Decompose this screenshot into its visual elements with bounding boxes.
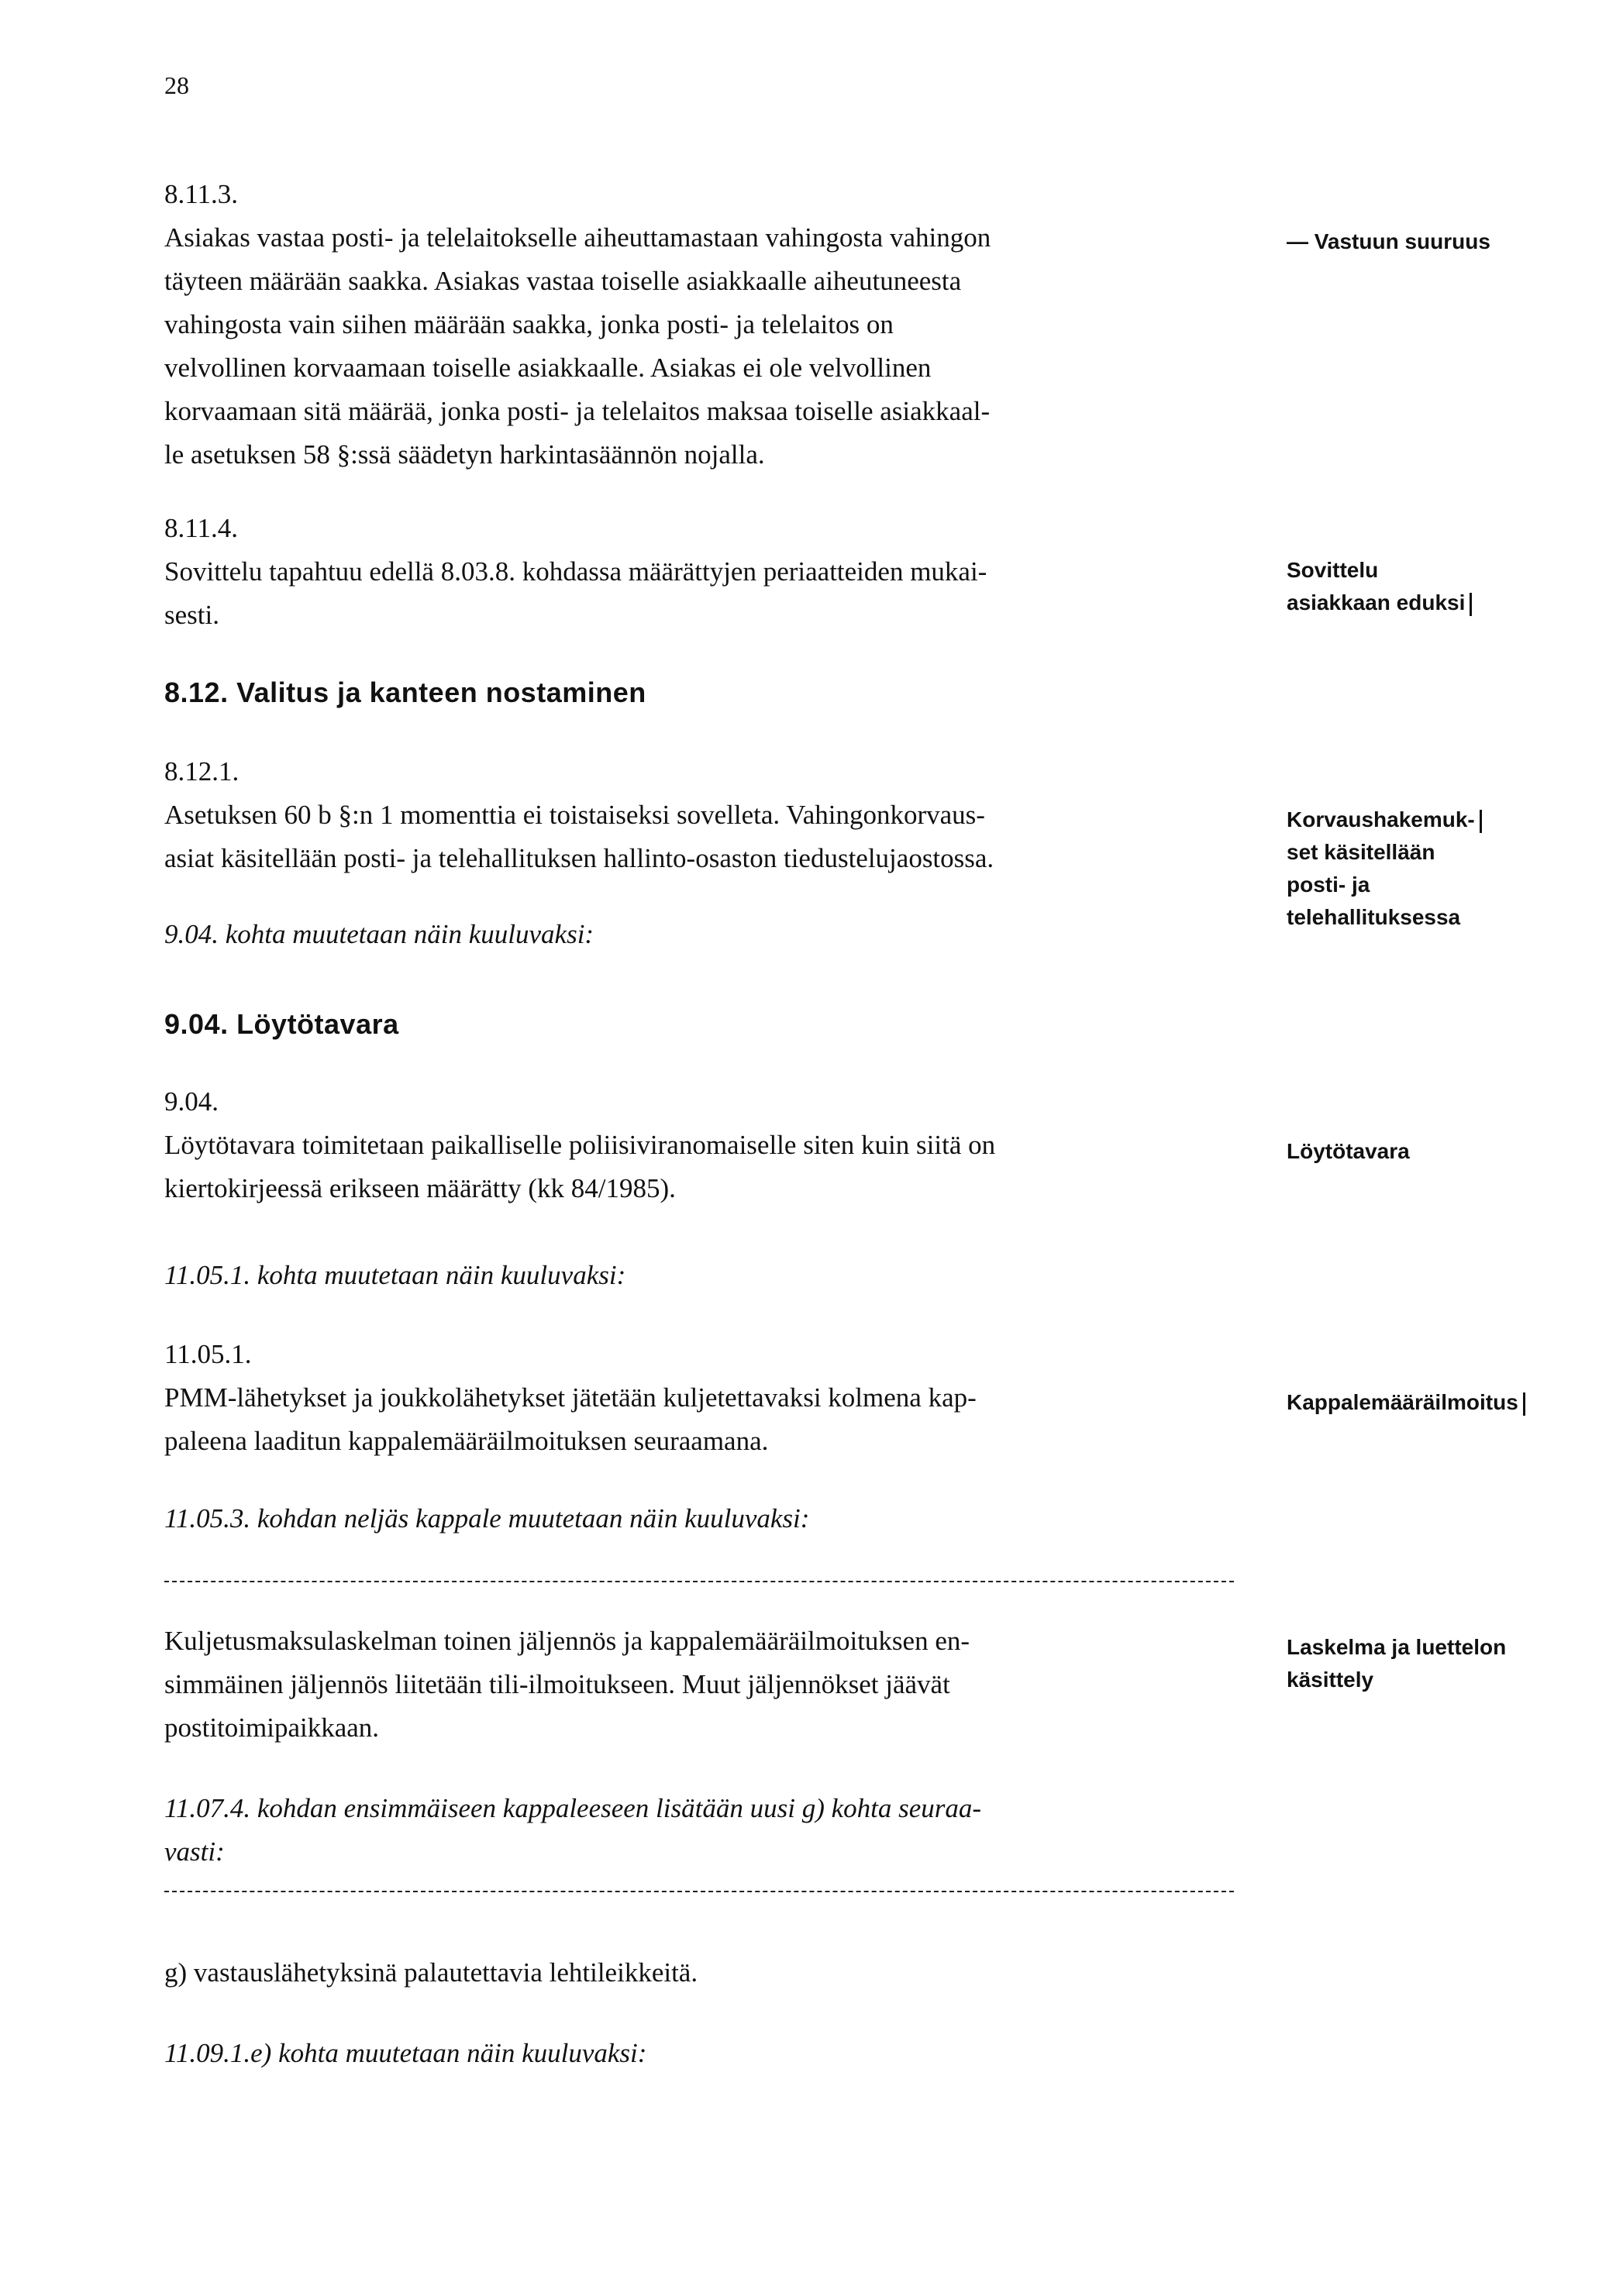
text-line: postitoimipaikkaan. [164, 1713, 380, 1743]
text-line: vasti: [164, 1836, 225, 1867]
section-number-8-11-4: 8.11.4. [164, 513, 238, 543]
amendment-note-11-07-4 [164, 1787, 1253, 1874]
margin-note-line: Löytötavara [1287, 1139, 1410, 1163]
amendment-note-11-05-3: 11.05.3. kohdan neljäs kappale muutetaan näin kuuluvaksi: [164, 1503, 810, 1534]
amendment-note-11-05-1: 11.05.1. kohta muutetaan näin kuuluvaksi: [164, 1260, 626, 1290]
text-line: Kuljetusmaksulaskelman toinen jäljennös ja kappalemääräilmoituksen en- [164, 1626, 970, 1656]
margin-note-line: — Vastuun suuruus [1287, 229, 1490, 253]
omission-dash-line [164, 1891, 1234, 1892]
margin-note-line-with-bar [1287, 804, 1597, 836]
text-line: simmäinen jäljennös liitetään tili-ilmoitukseen. Muut jäljennökset jäävät [164, 1669, 950, 1699]
text-line: PMM-lähetykset ja joukkolähetykset jätetään kuljetettavaksi kolmena kap- [164, 1382, 977, 1413]
amendment-note-9-04: 9.04. kohta muutetaan näin kuuluvaksi: [164, 919, 594, 949]
margin-note-text: Korvaushakemuk- [1287, 807, 1475, 831]
margin-note-text: asiakkaan eduksi [1287, 590, 1466, 614]
paragraph-g-item [164, 1951, 1253, 1995]
section-number-11-05-1: 11.05.1. [164, 1339, 252, 1369]
text-line: Asetuksen 60 b §:n 1 momenttia ei toistaiseksi sovelleta. Vahingonkorvaus- [164, 800, 985, 830]
amendment-note-11-09-1-e: 11.09.1.e) kohta muutetaan näin kuuluvaksi: [164, 2038, 647, 2068]
margin-note-vastuun-suuruus [1287, 225, 1597, 258]
margin-note-line: set käsitellään [1287, 840, 1435, 864]
paragraph-loytotavara [164, 1124, 1253, 1210]
section-number-9-04: 9.04. [164, 1086, 219, 1117]
paragraph-kuljetusmaksulaskelma [164, 1620, 1253, 1750]
page-number: 28 [164, 71, 189, 99]
margin-note-line: käsittely [1287, 1668, 1374, 1692]
paragraph-vahingonkorvaus [164, 793, 1253, 880]
section-number-8-12-1: 8.12.1. [164, 756, 239, 787]
text-line: asiat käsitellään posti- ja telehallituksen hallinto-osaston tiedustelujaostossa. [164, 843, 994, 873]
margin-bar [1480, 810, 1482, 833]
section-number-8-11-3: 8.11.3. [164, 179, 238, 209]
text-line: korvaamaan sitä määrää, jonka posti- ja telelaitos maksaa toiselle asiakkaal- [164, 396, 991, 426]
text-line: sesti. [164, 600, 219, 630]
paragraph-pmm-lahetykset [164, 1376, 1253, 1463]
paragraph-sovittelu [164, 550, 1253, 637]
margin-bar [1523, 1392, 1525, 1416]
text-line: 11.07.4. kohdan ensimmäiseen kappaleeseen lisätään uusi g) kohta seuraa- [164, 1793, 982, 1823]
margin-note-line: telehallituksessa [1287, 905, 1461, 929]
text-line: le asetuksen 58 §:ssä säädetyn harkintasäännön nojalla. [164, 439, 765, 470]
margin-note-loytotavara [1287, 1135, 1597, 1168]
text-line: velvollinen korvaamaan toiselle asiakkaalle. Asiakas ei ole velvollinen [164, 353, 932, 383]
margin-note-line: posti- ja [1287, 873, 1370, 897]
text-line: Asiakas vastaa posti- ja telelaitokselle aiheuttamastaan vahingosta vahingon [164, 222, 991, 253]
margin-note-line-with-bar [1287, 1386, 1597, 1419]
margin-note-text: Kappalemääräilmoitus [1287, 1390, 1518, 1414]
margin-note-laskelma [1287, 1631, 1597, 1696]
paragraph-vastuu [164, 216, 1253, 477]
margin-note-line-with-bar [1287, 587, 1597, 619]
margin-note-line: Laskelma ja luettelon [1287, 1635, 1507, 1659]
text-line: Sovittelu tapahtuu edellä 8.03.8. kohdassa määrättyjen periaatteiden mukai- [164, 556, 987, 587]
margin-note-sovittelu [1287, 554, 1597, 619]
text-line: g) vastauslähetyksinä palautettavia lehtileikkeitä. [164, 1957, 698, 1988]
margin-bar [1470, 593, 1472, 616]
text-line: Löytötavara toimitetaan paikalliselle poliisiviranomaiselle siten kuin siitä on [164, 1130, 996, 1160]
text-line: paleena laaditun kappalemääräilmoituksen seuraamana. [164, 1426, 769, 1456]
margin-note-kappalemaarailmoitus [1287, 1386, 1597, 1419]
heading-9-04: 9.04. Löytötavara [164, 1008, 399, 1040]
text-line: kiertokirjeessä erikseen määrätty (kk 84/1985). [164, 1173, 676, 1203]
omission-dash-line [164, 1581, 1234, 1582]
heading-8-12: 8.12. Valitus ja kanteen nostaminen [164, 676, 646, 708]
margin-note-line: Sovittelu [1287, 558, 1379, 582]
margin-note-korvaushakemukset [1287, 804, 1597, 934]
text-line: täyteen määrään saakka. Asiakas vastaa toiselle asiakkaalle aiheutuneesta [164, 266, 962, 296]
text-line: vahingosta vain siihen määrään saakka, jonka posti- ja telelaitos on [164, 309, 894, 339]
